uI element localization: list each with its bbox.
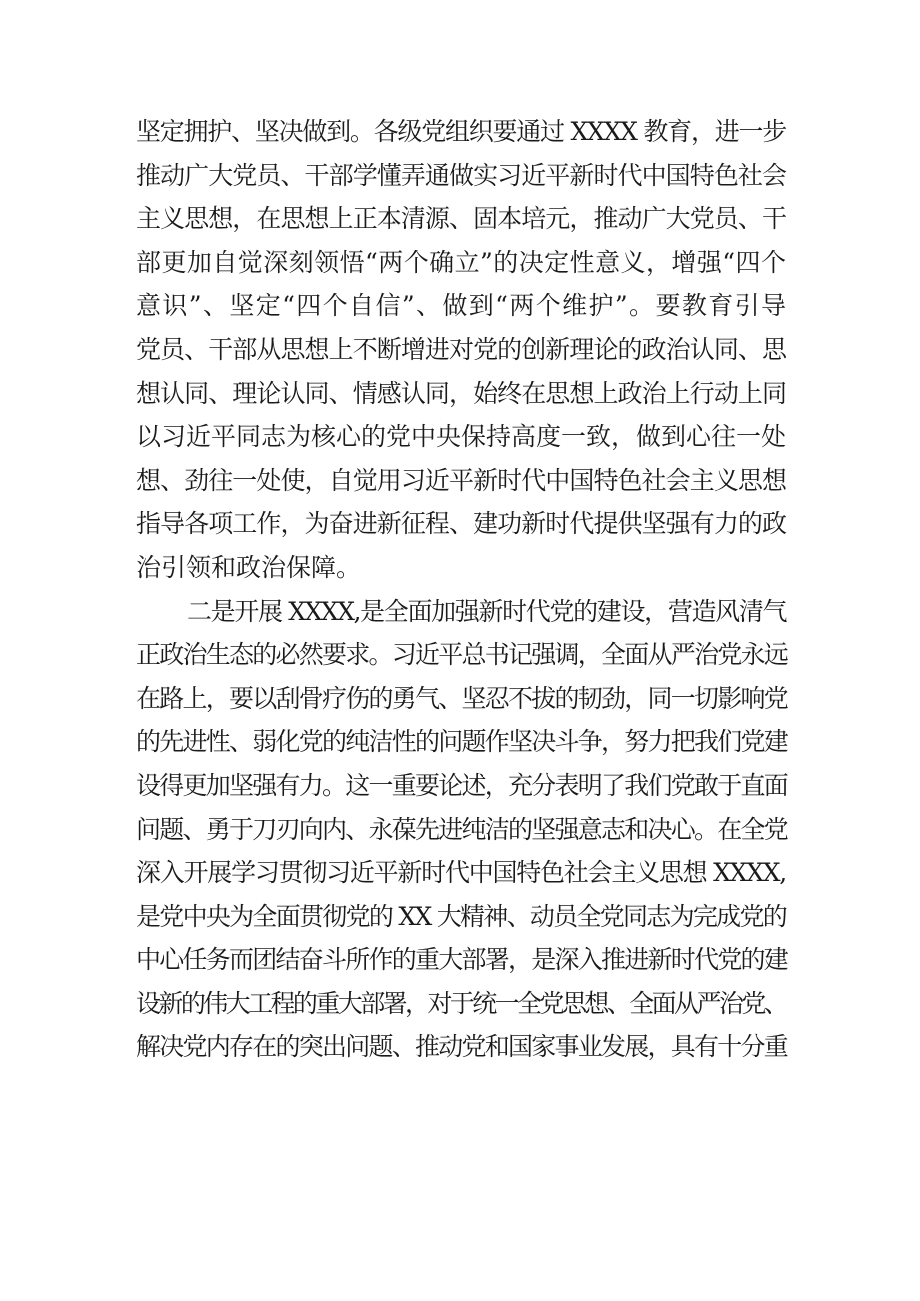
text-line: 治引领和政治保障。 [136,552,362,582]
text-line: 部更加自觉深刻领悟“两个确立”的决定性意义，增强“四个 [136,247,786,277]
text-line: 以习近平同志为核心的党中央保持高度一致，做到心往一处 [136,422,787,452]
text-line: 设新的伟大工程的重大部署，对于统一全党思想、全面从严治党、 [136,988,786,1018]
text-line: 想、劲往一处使，自觉用习近平新时代中国特色社会主义思想 [136,465,786,495]
paragraph-1 [136,110,786,590]
text-line: 中心任务而团结奋斗所作的重大部署，是深入推进新时代党的建 [136,945,788,975]
text-line: 二是开展 XXXX,是全面加强新时代党的建设，营造风清气 [187,596,786,626]
text-line: 是党中央为全面贯彻党的 XX 大精神、动员全党同志为完成党的 [136,901,786,931]
text-line: 坚定拥护、坚决做到。各级党组织要通过 XXXX 教育，进一步 [136,117,786,146]
text-line: 党员、干部从思想上不断增进对党的创新理论的政治认同、思 [136,334,786,364]
text-line: 主义思想，在思想上正本清源、固本培元，推动广大党员、干 [136,204,786,234]
text-line: 解决党内存在的突出问题、推动党和国家事业发展，具有十分重 [136,1032,788,1062]
text-line: 指导各项工作，为奋进新征程、建功新时代提供坚强有力的政 [136,509,786,539]
text-line: 问题、勇于刀刃向内、永葆先进纯洁的坚强意志和决心。在全党 [136,814,788,844]
text-line: 深入开展学习贯彻习近平新时代中国特色社会主义思想 XXXX, [136,858,786,888]
document-body [136,110,786,1069]
text-line: 推动广大党员、干部学懂弄通做实习近平新时代中国特色社会 [136,160,786,190]
text-line: 的先进性、弱化党的纯洁性的问题作坚决斗争，努力把我们党建 [136,727,788,757]
text-line: 想认同、理论认同、情感认同，始终在思想上政治上行动上同 [136,378,786,408]
text-line: 正政治生态的必然要求。习近平总书记强调，全面从严治党永远 [136,640,788,670]
text-line: 意识”、坚定“四个自信”、做到“两个维护”。要教育引导 [136,291,786,321]
text-line: 设得更加坚强有力。这一重要论述，充分表明了我们党敢于直面 [136,770,788,800]
text-line: 在路上，要以刮骨疗伤的勇气、坚忍不拔的韧劲，同一切影响党 [136,683,788,713]
paragraph-2 [136,590,786,1070]
